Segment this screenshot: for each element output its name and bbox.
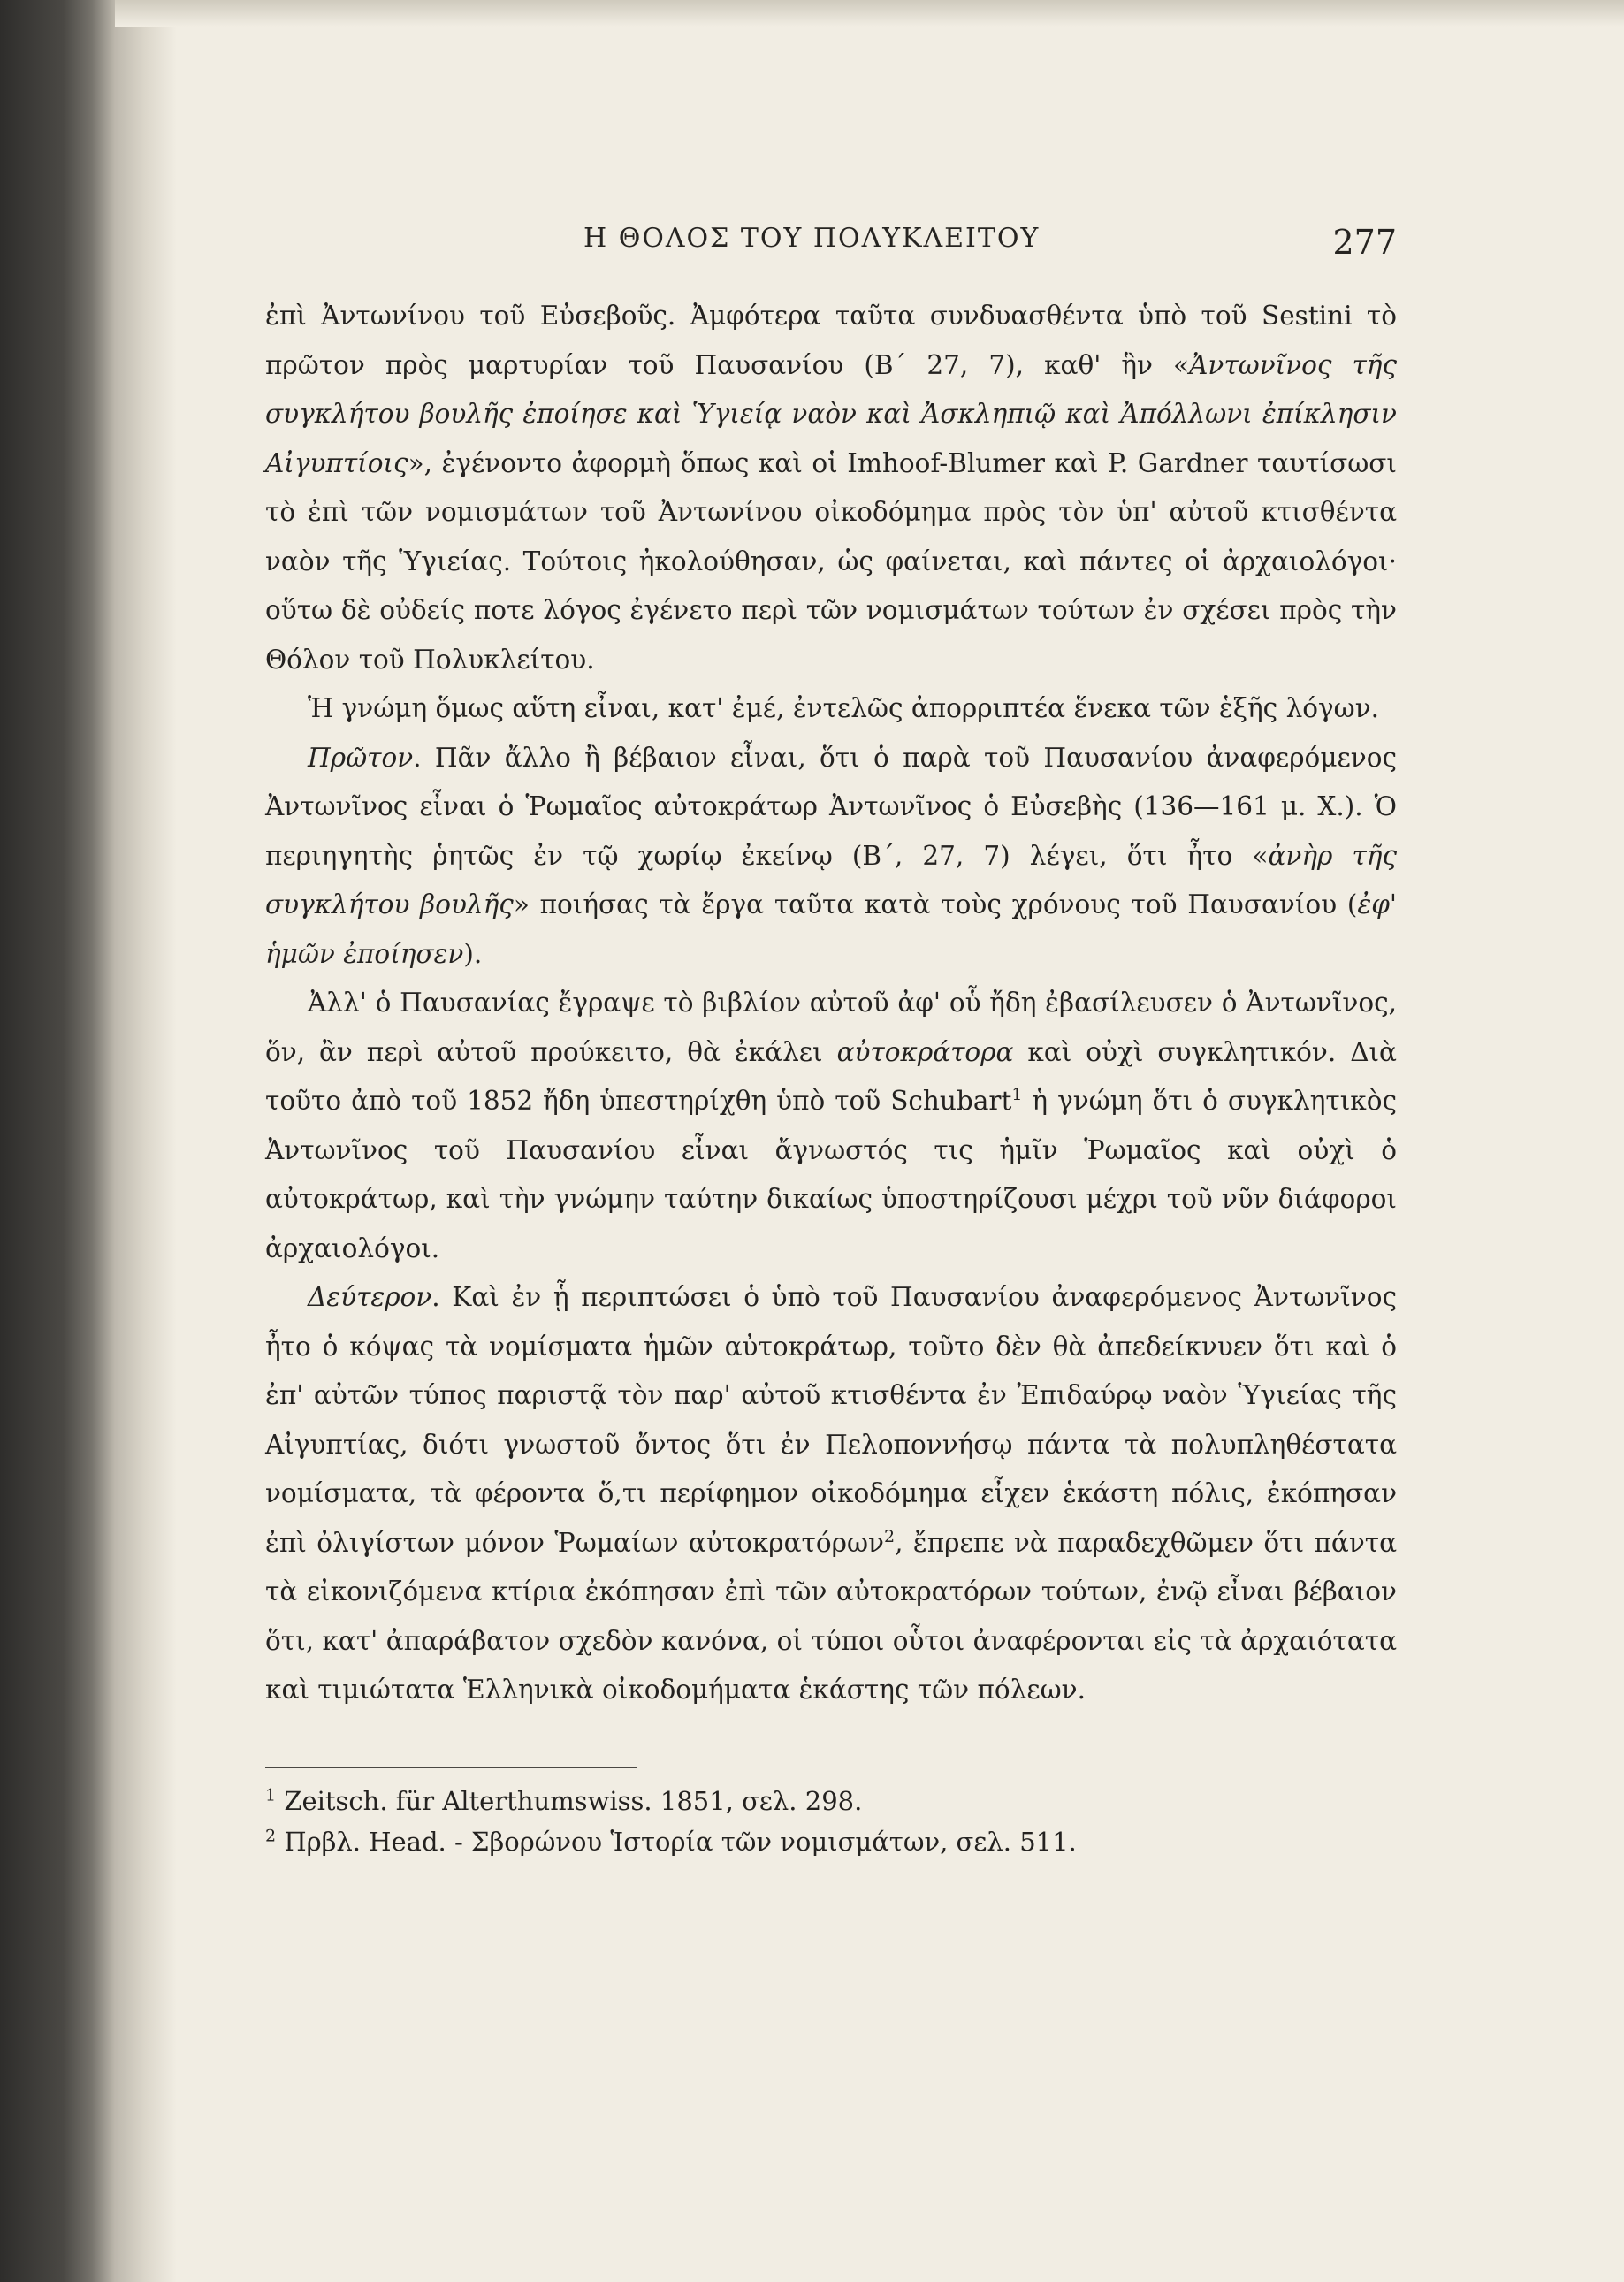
paragraph-p1 — [265, 292, 1397, 684]
text-segment: . Καὶ ἐν ᾗ περιπτώσει ὁ ὑπὸ τοῦ Παυσανίου ἀναφερόμενος Ἀντωνῖνος ἦτο ὁ κόψας τὰ νομίσματα ἡμῶν αὐτοκράτωρ, τοῦτο δὲν θὰ ἀπεδείκνυεν ὅτι καὶ ὁ ἐπ' αὐτῶν τύπος παριστᾷ τὸν παρ' αὐτοῦ κτισθέντα ἐν Ἐπιδαύρῳ ναὸν Ὑγιείας τῆς Αἰγυπτίας, διότι γνωστοῦ ὄντος ὅτι ἐν Πελοποννήσῳ πάντα τὰ πολυπληθέστατα νομίσματα, τὰ φέροντα ὅ,τι περίφημον οἰκοδόμημα εἶχεν ἑκάστη πόλις, ἐκόπησαν ἐπὶ ὀλιγίστων μόνον Ῥωμαίων αὐτοκρατόρων — [265, 1282, 1397, 1558]
footnote-marker: 1 — [1011, 1085, 1023, 1105]
italic-text: ἐφ' ἡμῶν ἐποίησεν — [265, 889, 1397, 969]
footnote-marker: 2 — [883, 1526, 896, 1546]
text-segment: καὶ οὐχὶ συγκλητικόν. Διὰ τοῦτο ἀπὸ τοῦ 1852 ἤδη ὑπεστηρίχθη ὑπὸ τοῦ Schubart — [265, 1036, 1397, 1116]
footnote-1 — [265, 1781, 1397, 1821]
page — [265, 212, 1397, 2157]
book-gutter — [0, 0, 115, 2282]
footnote-text: Zeitsch. für Alterthumswiss. 1851, σελ. 298. — [284, 1785, 863, 1816]
paragraph-p2 — [265, 684, 1397, 734]
body-text — [265, 292, 1397, 1715]
text-segment: ). — [463, 938, 483, 969]
page-number: 277 — [1332, 223, 1397, 262]
running-title: Η ΘΟΛΟΣ ΤΟΥ ΠΟΛΥΚΛΕΙΤΟΥ — [583, 223, 1041, 254]
footnotes — [265, 1781, 1397, 1862]
footnote-rule — [265, 1767, 637, 1768]
gutter-edge — [115, 0, 177, 2282]
footnote-number: 1 — [265, 1784, 277, 1805]
italic-text: Πρῶτον — [308, 742, 414, 773]
text-segment: », ἐγένοντο ἀφορμὴ ὅπως καὶ οἱ Imhoof-Blumer καὶ P. Gardner ταυτίσωσι τὸ ἐπὶ τῶν νομισμάτων τοῦ Ἀντωνίνου οἰκοδόμημα πρὸς τὸν ὑπ' αὐτοῦ κτισθέντα ναὸν τῆς Ὑγιείας. Τούτοις ἠκολούθησαν, ὡς φαίνεται, καὶ πάντες οἱ ἀρχαιολόγοι· οὕτω δὲ οὐδείς ποτε λόγος ἐγένετο περὶ τῶν νομισμάτων τούτων ἐν σχέσει πρὸς τὴν Θόλον τοῦ Πολυκλείτου. — [265, 447, 1397, 675]
footnote-number: 2 — [265, 1825, 277, 1845]
text-segment: Ἡ γνώμη ὅμως αὕτη εἶναι, κατ' ἐμέ, ἐντελῶς ἀπορριπτέα ἕνεκα τῶν ἑξῆς λόγων. — [308, 693, 1380, 723]
paragraph-p3 — [265, 734, 1397, 980]
footnote-text: Πρβλ. Head. - Σβορώνου Ἱστορία τῶν νομισμάτων, σελ. 511. — [284, 1826, 1077, 1857]
italic-text: Ἀντωνῖνος τῆς συγκλήτου βουλῆς ἐποίησε καὶ Ὑγιείᾳ ναὸν καὶ Ἀσκληπιῷ καὶ Ἀπόλλωνι ἐπίκλησιν Αἰγυπτίοις — [265, 349, 1397, 478]
page-header — [265, 212, 1397, 274]
italic-text: ἀνὴρ τῆς συγκλήτου βουλῆς — [265, 840, 1398, 920]
footnote-2 — [265, 1821, 1397, 1862]
top-shadow — [115, 0, 1624, 27]
text-segment: , ἔπρεπε νὰ παραδεχθῶμεν ὅτι πάντα τὰ εἰκονιζόμενα κτίρια ἐκόπησαν ἐπὶ τῶν αὐτοκρατόρων τούτων, ἐνῷ εἶναι βέβαιον ὅτι, κατ' ἀπαράβατον σχεδὸν κανόνα, οἱ τύποι οὗτοι ἀναφέρονται εἰς τὰ ἀρχαιότατα καὶ τιμιώτατα Ἑλληνικὰ οἰκοδομήματα ἑκάστης τῶν πόλεων. — [265, 1527, 1397, 1705]
italic-text: Δεύτερον — [308, 1282, 432, 1312]
paragraph-p4 — [265, 979, 1397, 1273]
text-segment: ἐπὶ Ἀντωνίνου τοῦ Εὐσεβοῦς. Ἀμφότερα ταῦτα συνδυασθέντα ὑπὸ τοῦ Sestini τὸ πρῶτον πρὸς μαρτυρίαν τοῦ Παυσανίου (Β΄ 27, 7), καθ' ἣν « — [265, 301, 1397, 380]
text-segment: ἡ γνώμη ὅτι ὁ συγκλητικὸς Ἀντωνῖνος τοῦ Παυσανίου εἶναι ἄγνωστός τις ἡμῖν Ῥωμαῖος καὶ οὐχὶ ὁ αὐτοκράτωρ, καὶ τὴν γνώμην ταύτην δικαίως ὑποστηρίζουσι μέχρι τοῦ νῦν διάφοροι ἀρχαιολόγοι. — [265, 1086, 1397, 1263]
italic-text: αὐτοκράτορα — [836, 1036, 1014, 1067]
paragraph-p5 — [265, 1273, 1397, 1715]
text-segment: Ἀλλ' ὁ Παυσανίας ἔγραψε τὸ βιβλίον αὐτοῦ ἀφ' οὗ ἤδη ἐβασίλευσεν ὁ Ἀντωνῖνος, ὅν, ἂν περὶ αὐτοῦ προύκειτο, θὰ ἐκάλει — [265, 988, 1397, 1067]
text-segment: . Πᾶν ἄλλο ἢ βέβαιον εἶναι, ὅτι ὁ παρὰ τοῦ Παυσανίου ἀναφερόμενος Ἀντωνῖνος εἶναι ὁ Ῥωμαῖος αὐτοκράτωρ Ἀντωνῖνος ὁ Εὐσεβὴς (136—161 μ. Χ.). Ὁ περιηγητὴς ῥητῶς ἐν τῷ χωρίῳ ἐκείνῳ (Β΄, 27, 7) λέγει, ὅτι ἦτο « — [265, 742, 1397, 871]
text-segment: » ποιήσας τὰ ἔργα ταῦτα κατὰ τοὺς χρόνους τοῦ Παυσανίου ( — [513, 889, 1358, 920]
